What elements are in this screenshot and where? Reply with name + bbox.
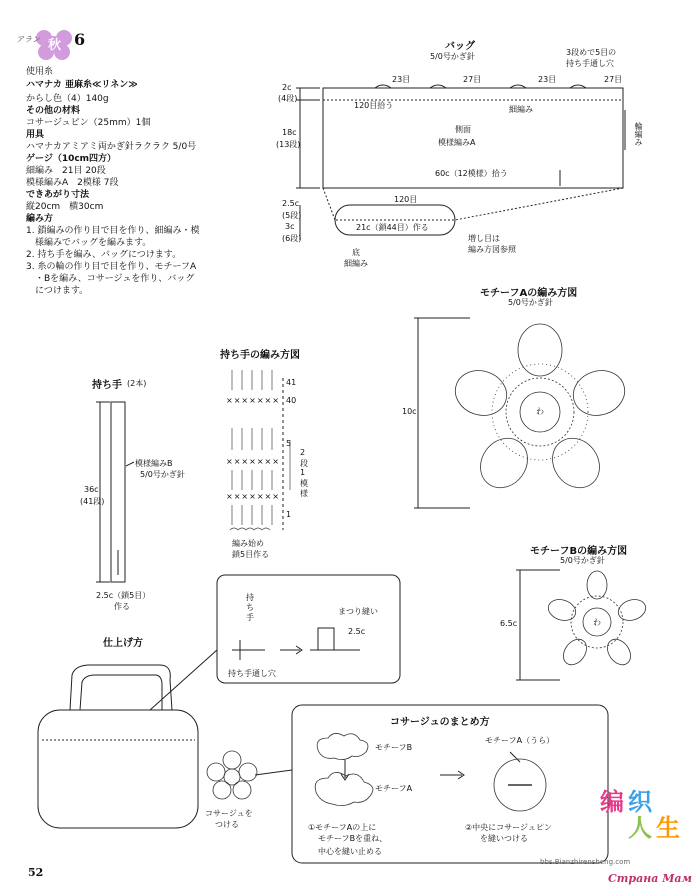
finish-hole: 持ち手通し穴: [228, 669, 276, 678]
yarn-title: ハマナカ 亜麻糸≪リネン≫: [26, 80, 138, 90]
row-40: 40: [286, 396, 297, 405]
material-line: 1. 鎖編みの作り目で目を作り、細編み・模: [26, 226, 200, 236]
material-line: その他の材料: [26, 106, 81, 116]
stitch-marks: ×××××××: [226, 492, 280, 501]
handle-chart-title: 持ち手の編み方図: [220, 350, 300, 361]
corsage-step1: 中心を縫い止める: [318, 847, 382, 856]
stitch-marks: ×××××××: [226, 457, 280, 466]
handle-rows: (41段): [80, 497, 105, 506]
motif-a-title: モチーフAの編み方図: [480, 288, 578, 299]
chart-start-2: 鎖5目作る: [232, 550, 270, 559]
material-line: ・Bを編み、コサージュを作り、バッグ: [26, 274, 195, 284]
finish-whip: まつり縫い: [338, 607, 378, 616]
handle-count: (2本): [127, 379, 147, 388]
finish-handle-label: ち: [246, 603, 254, 612]
dim-2-5c: 2.5c: [282, 199, 300, 208]
corsage-title: コサージュのまとめ方: [390, 717, 490, 728]
row-1: 1: [286, 510, 292, 519]
material-line: ゲージ（10cm四方）: [26, 154, 117, 164]
page-number: 52: [28, 866, 44, 879]
corsage-motif-b: モチーフB: [375, 743, 413, 752]
watermark-char: 人: [628, 814, 652, 842]
repeat-label: 模: [300, 479, 308, 488]
materials-block: [26, 93, 276, 297]
material-line: 細編み 21目 20段: [26, 166, 106, 176]
corsage-motif-a-back: モチーフA（うら）: [485, 736, 555, 745]
corsage-step2: ②中央にコサージュピン: [465, 823, 552, 832]
handle-title: 持ち手: [92, 380, 122, 391]
corsage-attach-2: つける: [215, 820, 239, 829]
handle-hole-note-2: 持ち手通し穴: [566, 59, 614, 68]
bottom-label: 底: [352, 248, 360, 257]
dim-2c: 2c: [282, 83, 292, 92]
material-line: 用具: [26, 130, 45, 140]
increase-note: 増し目は: [468, 234, 500, 243]
watermark-char: 生: [656, 814, 680, 842]
row-41: 41: [286, 378, 297, 387]
dim-18c: 18c: [282, 128, 297, 137]
finish-title: 仕上げ方: [103, 638, 143, 649]
increase-note-2: 編み方図参照: [468, 245, 516, 254]
material-line: 様編みでバッグを編みます。: [26, 238, 152, 248]
motif-a-cloud-shape: [315, 772, 373, 805]
repeat-label: 様: [300, 489, 308, 498]
corsage-step1: モチーフBを重ね、: [318, 834, 388, 843]
material-line: 縦20cm 横30cm: [26, 202, 104, 212]
bottom-sc-label: 細編み: [344, 259, 368, 268]
handle-dim: 36c: [84, 485, 99, 494]
repeat-label: 段: [300, 459, 308, 468]
material-line: 2. 持ち手を編み、バッグにつけます。: [26, 250, 182, 260]
motif-b-hook: 5/0号かぎ針: [560, 556, 605, 565]
finish-callout-box: [217, 575, 400, 683]
watermark-char: 织: [628, 788, 652, 816]
motif-a-hook: 5/0号かぎ針: [508, 298, 553, 307]
dim-5-rows: (5段): [282, 211, 302, 220]
single-crochet-label: 細編み: [509, 105, 533, 114]
finish-handle-label: 手: [246, 613, 254, 622]
handle-strap-shape: [111, 402, 125, 582]
material-line: ハマナカアミアミ両かぎ針ラクラク 5/0号: [26, 142, 197, 152]
header-badge: [14, 24, 94, 64]
stitch-count: 23目: [392, 75, 411, 84]
pick-up-120: 120目拾う: [354, 101, 394, 110]
repeat-label: 1: [300, 468, 306, 477]
watermark-ru: Страна Мам: [608, 872, 692, 885]
stitch-count: 27目: [463, 75, 482, 84]
material-line: につけます。: [26, 286, 89, 296]
dim-4-rows: (4段): [278, 94, 298, 103]
handle-make: 作る: [114, 602, 130, 611]
finish-dim: 2.5c: [348, 627, 366, 636]
badge-small: アラン: [16, 35, 40, 44]
handle-stitch-chart: [230, 370, 290, 530]
side-label: 側面: [455, 125, 471, 134]
chart-start: 編み始め: [232, 539, 264, 548]
corsage-step2: を縫いつける: [480, 834, 528, 843]
watermark-url: bbs.Bianzhirensheng.com: [540, 858, 631, 866]
corsage-motif-a: モチーフA: [375, 784, 413, 793]
dim-6-rows: (6段): [282, 234, 302, 243]
section-label: 使用糸: [26, 67, 54, 77]
badge-kanji: 秋: [48, 38, 62, 53]
motif-b-cloud-shape: [317, 733, 368, 759]
handle-hole-note: 3段めで5目の: [566, 48, 617, 57]
bottom-stitch-count: 120目: [394, 195, 418, 204]
corsage-step1: ①モチーフAの上に: [308, 823, 377, 832]
stitch-marks: ×××××××: [226, 396, 280, 405]
motif-a-dim: 10c: [402, 407, 417, 416]
material-line: コサージュピン（25mm）1個: [26, 118, 151, 128]
bottom-chain: 21c（鎖44目）作る: [356, 223, 429, 232]
material-line: 編み方: [26, 214, 54, 224]
row-5: 5: [286, 439, 292, 448]
bag-title: バッグ: [445, 41, 475, 52]
ring-label: 輪編み: [634, 122, 643, 146]
dim-3c: 3c: [285, 222, 295, 231]
motif-b-center: わ: [593, 618, 601, 627]
stitch-count: 27目: [604, 75, 623, 84]
material-line: からし色（4）140g: [26, 94, 109, 104]
motif-a-center: わ: [536, 407, 544, 416]
badge-number: 6: [74, 30, 86, 49]
repeat-label: 2: [300, 448, 306, 457]
material-line: できあがり寸法: [26, 190, 90, 200]
stitch-count: 23目: [538, 75, 557, 84]
finished-bag-shape: [38, 710, 198, 828]
finish-handle-label: 持: [246, 593, 254, 602]
pick-up-60: 60c（12模様）拾う: [435, 169, 508, 178]
motif-a-back-shape: [494, 759, 546, 811]
handle-pattern-b: 模様編みB: [135, 459, 173, 468]
watermark-char: 编: [600, 788, 624, 816]
handle-hook: 5/0号かぎ針: [140, 470, 185, 479]
dim-13-rows: (13段): [276, 140, 301, 149]
material-line: 3. 糸の輪の作り目で目を作り、モチーフA: [26, 262, 197, 272]
material-line: 模様編みA 2模様 7段: [26, 178, 119, 188]
motif-b-title: モチーフBの編み方図: [530, 546, 628, 557]
corsage-flower-shape: [207, 751, 257, 799]
pattern-a-label: 模様編みA: [438, 138, 476, 147]
bag-hook: 5/0号かぎ針: [430, 52, 475, 61]
motif-b-dim: 6.5c: [500, 619, 518, 628]
handle-chain: 2.5c（鎖5目）: [96, 591, 151, 600]
corsage-attach: コサージュを: [205, 809, 253, 818]
